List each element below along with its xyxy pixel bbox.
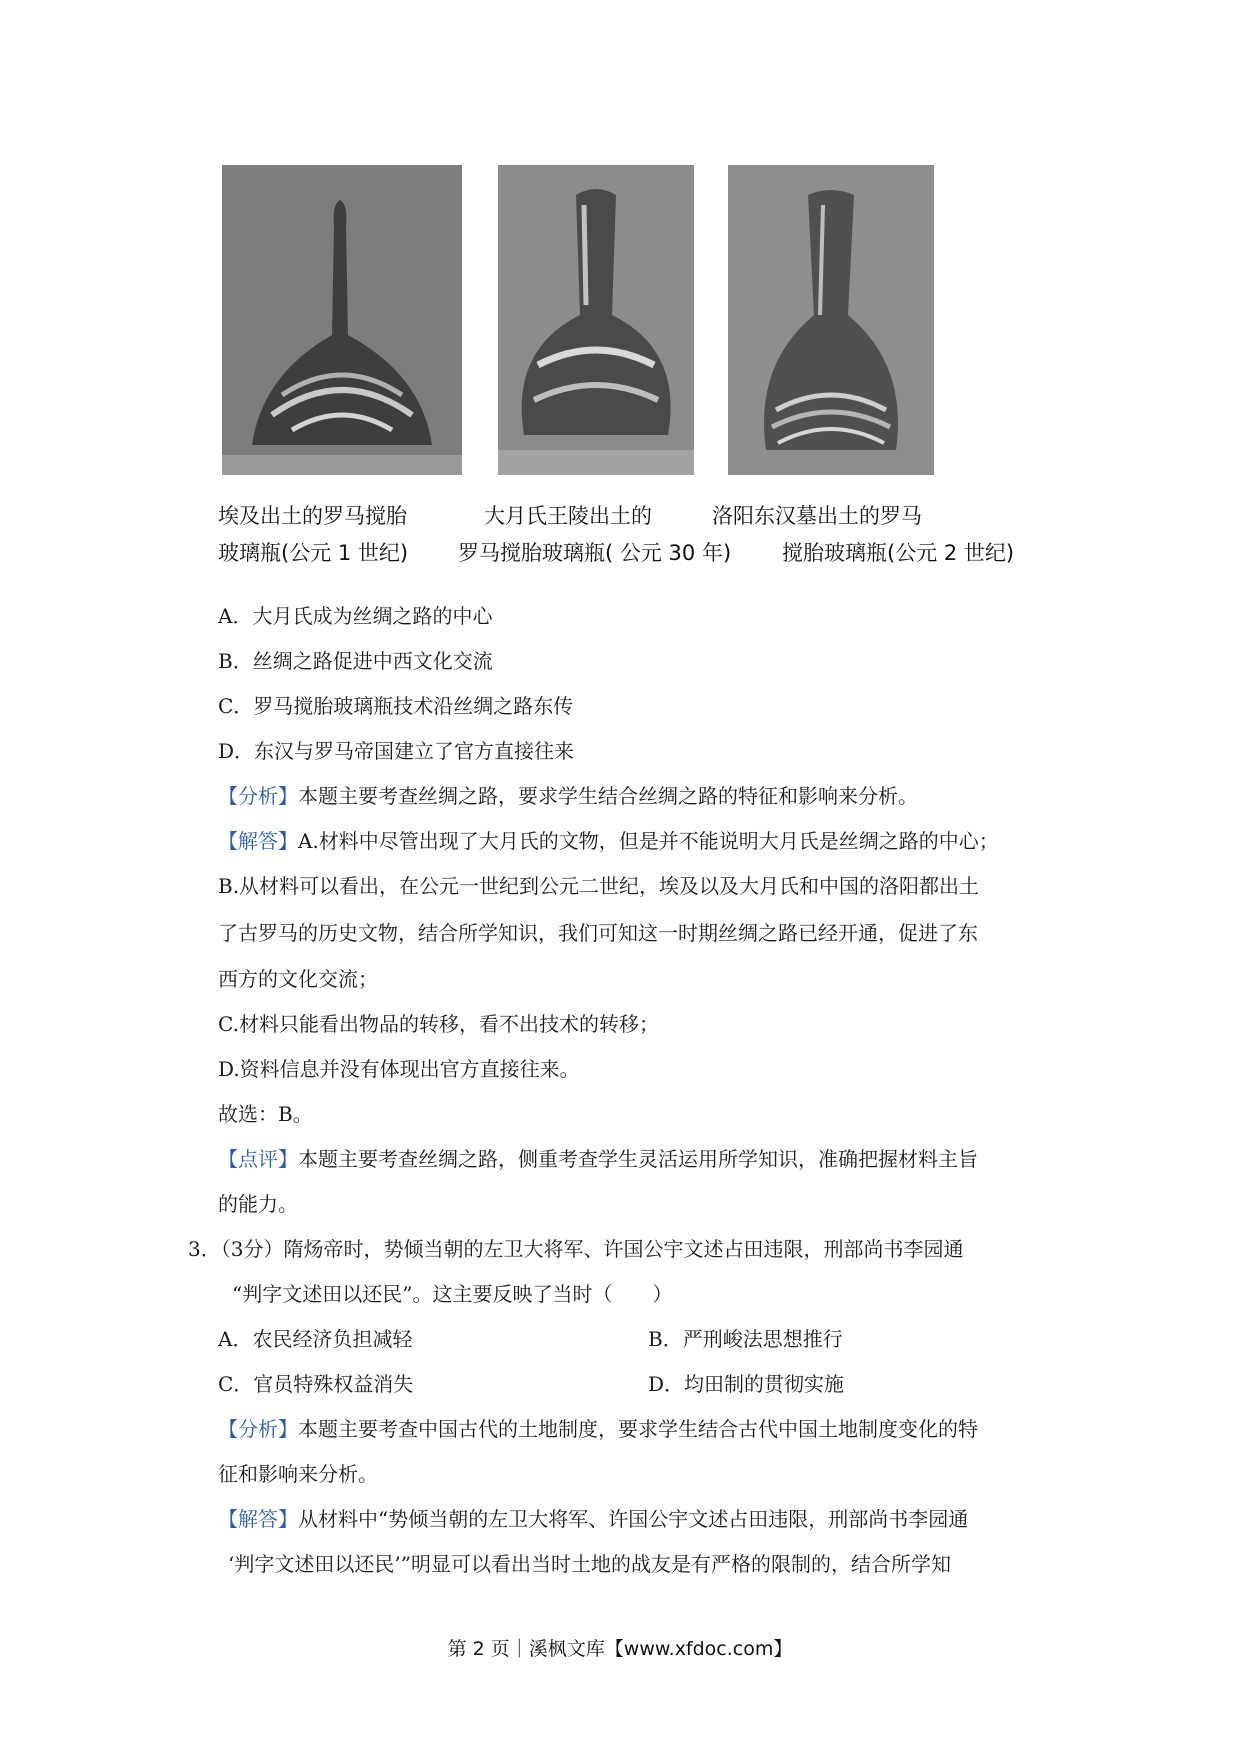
q3-stem-line1: 3．（3分）隋炀帝时，势倾当朝的左卫大将军、许国公宇文述占田违限，刑部尚书李园通 bbox=[188, 1237, 964, 1261]
caption-2-line1: 大月氏王陵出土的 bbox=[484, 504, 652, 528]
q3-option-b: B．严刑峻法思想推行 bbox=[648, 1327, 843, 1351]
q2-comment-line2: 的能力。 bbox=[218, 1192, 298, 1216]
photo-luoyang-vase bbox=[728, 165, 934, 475]
vase-illustration-2 bbox=[498, 165, 694, 475]
page-footer: 第 2 页｜溪枫文库【www.xfdoc.com】 bbox=[447, 1638, 793, 1660]
q2-analysis-text: 本题主要考查丝绸之路，要求学生结合丝绸之路的特征和影响来分析。 bbox=[298, 784, 918, 808]
q2-answer-line1 bbox=[218, 825, 999, 854]
q2-option-c: C．罗马搅胎玻璃瓶技术沿丝绸之路东传 bbox=[218, 694, 574, 718]
q2-analysis bbox=[218, 780, 918, 809]
q2-answer-text-1: A.材料中尽管出现了大月氏的文物，但是并不能说明大月氏是丝绸之路的中心； bbox=[298, 829, 999, 853]
photo-egypt-vase bbox=[222, 165, 462, 475]
q2-option-a: A．大月氏成为丝绸之路的中心 bbox=[218, 604, 493, 628]
q3-analysis-text-1: 本题主要考查中国古代的土地制度，要求学生结合古代中国土地制度变化的特 bbox=[298, 1417, 978, 1441]
q3-analysis-line1 bbox=[218, 1413, 978, 1442]
q2-answer-line5: C.材料只能看出物品的转移，看不出技术的转移； bbox=[218, 1012, 659, 1036]
vase-illustration-3 bbox=[728, 165, 934, 475]
caption-1-line2: 玻璃瓶(公元 1 世纪) bbox=[218, 541, 409, 565]
photo-yuezhi-vase bbox=[498, 165, 694, 475]
q3-stem-line2: “判字文述田以还民”。这主要反映了当时（ ） bbox=[232, 1282, 673, 1306]
answer-tag: 【解答】 bbox=[218, 1507, 298, 1531]
q2-choice: 故选：B。 bbox=[218, 1102, 313, 1126]
q2-option-b: B．丝绸之路促进中西文化交流 bbox=[218, 649, 493, 673]
q2-answer-line6: D.资料信息并没有体现出官方直接往来。 bbox=[218, 1057, 580, 1081]
q3-analysis-line2: 征和影响来分析。 bbox=[218, 1462, 378, 1486]
q2-answer-line4: 西方的文化交流； bbox=[218, 967, 378, 991]
q3-answer-text-1: 从材料中“势倾当朝的左卫大将军、许国公宇文述占田违限，刑部尚书李园通 bbox=[298, 1507, 969, 1531]
q2-comment-text-1: 本题主要考查丝绸之路，侧重考查学生灵活运用所学知识，准确把握材料主旨 bbox=[298, 1147, 978, 1171]
q3-option-a: A．农民经济负担减轻 bbox=[218, 1327, 413, 1351]
analysis-tag: 【分析】 bbox=[218, 784, 298, 808]
q3-answer-line2: ‘判字文述田以还民’”明显可以看出当时土地的战友是有严格的限制的，结合所学知 bbox=[228, 1552, 951, 1576]
q3-option-c: C．官员特殊权益消失 bbox=[218, 1372, 414, 1396]
answer-tag: 【解答】 bbox=[218, 829, 298, 853]
q3-option-d: D．均田制的贯彻实施 bbox=[648, 1372, 845, 1396]
comment-tag: 【点评】 bbox=[218, 1147, 298, 1171]
vase-illustration-1 bbox=[222, 165, 462, 475]
q2-answer-line3: 了古罗马的历史文物，结合所学知识，我们可知这一时期丝绸之路已经开通，促进了东 bbox=[218, 921, 978, 945]
caption-1-line1: 埃及出土的罗马搅胎 bbox=[218, 504, 407, 528]
q3-answer-line1 bbox=[218, 1503, 968, 1532]
analysis-tag: 【分析】 bbox=[218, 1417, 298, 1441]
q2-answer-line2: B.从材料可以看出，在公元一世纪到公元二世纪，埃及以及大月氏和中国的洛阳都出土 bbox=[218, 874, 980, 898]
q2-option-d: D．东汉与罗马帝国建立了官方直接往来 bbox=[218, 739, 575, 763]
caption-2-line2: 罗马搅胎玻璃瓶( 公元 30 年) bbox=[458, 541, 732, 565]
caption-3-line1: 洛阳东汉墓出土的罗马 bbox=[712, 504, 922, 528]
q2-comment-line1 bbox=[218, 1143, 978, 1172]
caption-3-line2: 搅胎玻璃瓶(公元 2 世纪) bbox=[782, 541, 1015, 565]
